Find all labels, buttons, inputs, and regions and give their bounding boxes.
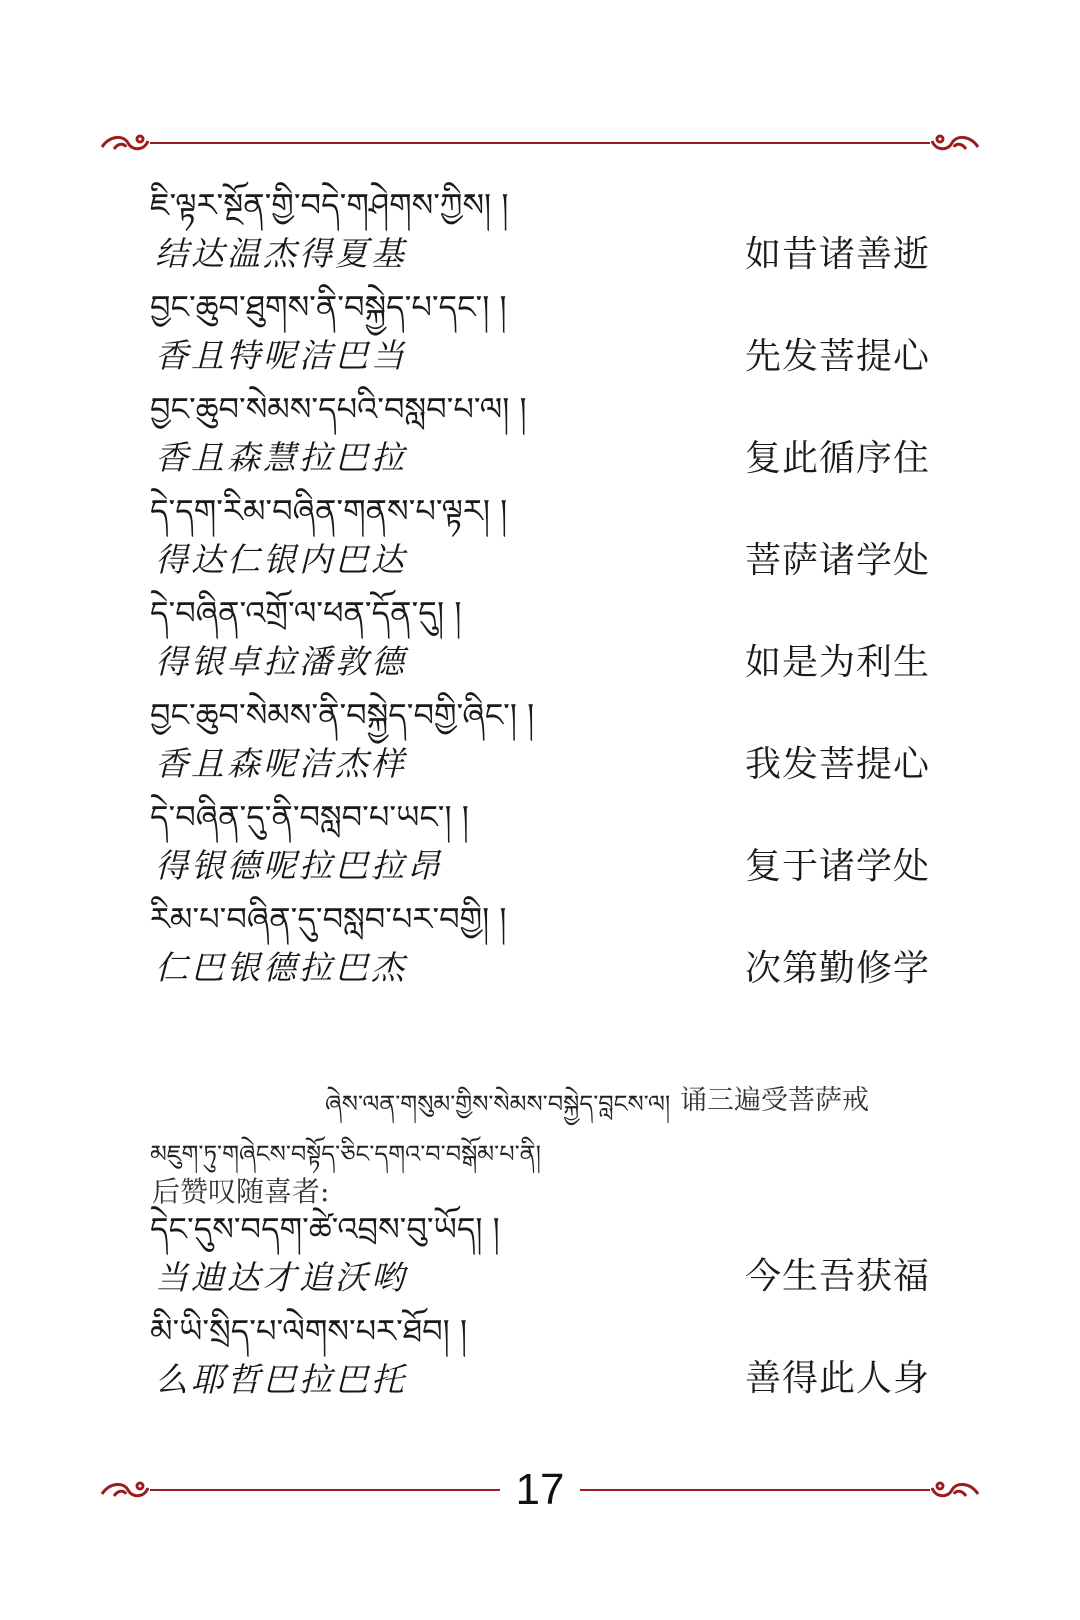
verse-7-pinyin: 得银德呢拉巴拉昂: [155, 846, 443, 885]
verse-8-pinyin: 仁巴银德拉巴杰: [155, 948, 407, 987]
verse-5-chinese: 如是为利生: [744, 642, 930, 683]
verse-2-pinyin: 香且特呢洁巴当: [155, 336, 407, 375]
verse-5-tibetan: དེ་བཞིན་འགྲོ་ལ་ཕན་དོན་དུ། །: [150, 594, 462, 632]
verse-4-pinyin: 得达仁银内巴达: [155, 540, 407, 579]
verse-1-tibetan: ཇི་ལྟར་སྔོན་གྱི་བདེ་གཤེགས་ཀྱིས། །: [150, 186, 509, 224]
verse-1-pinyin: 结达温杰得夏基: [155, 234, 407, 273]
right-scroll-ornament: [932, 136, 978, 149]
verse-4-tibetan: དེ་དག་རིམ་བཞིན་གནས་པ་ལྟར། །: [150, 492, 508, 530]
praise-verse-1-tibetan: དེང་དུས་བདག་ཚེ་འབྲས་བུ་ཡོད། །: [150, 1210, 500, 1248]
praise-verse-1-pinyin: 当迪达才追沃哟: [155, 1258, 407, 1297]
verse-6-tibetan: བྱང་ཆུབ་སེམས་ནི་བསྐྱེད་བགྱི་ཞིང་། །: [150, 696, 535, 734]
verse-7-chinese: 复于诸学处: [744, 846, 930, 887]
top-ornament-border: [100, 133, 980, 157]
verse-5-pinyin: 得银卓拉潘敦德: [155, 642, 407, 681]
right-scroll-ornament: [932, 1483, 978, 1496]
page-number: 17: [500, 1465, 580, 1515]
verse-6-chinese: 我发菩提心: [744, 744, 930, 785]
verse-2-tibetan: བྱང་ཆུབ་ཐུགས་ནི་བསྐྱེད་པ་དང་། །: [150, 288, 507, 326]
praise-heading-tibetan: མཇུག་ཏུ་གཞེངས་བསྟོད་ཅིང་དགའ་བ་བསྒོམ་པ་ནི།: [150, 1140, 541, 1168]
praise-verse-2-pinyin: 么耶哲巴拉巴托: [155, 1360, 407, 1399]
verse-3-pinyin: 香且森慧拉巴拉: [155, 438, 407, 477]
left-scroll-ornament: [102, 136, 148, 149]
verse-4-chinese: 菩萨诸学处: [744, 540, 930, 581]
verse-7-tibetan: དེ་བཞིན་དུ་ནི་བསླབ་པ་ཡང་། །: [150, 798, 469, 836]
left-scroll-ornament: [102, 1483, 148, 1496]
praise-verse-2-tibetan: མི་ཡི་སྲིད་པ་ལེགས་པར་ཐོབ། །: [150, 1312, 468, 1350]
verse-3-chinese: 复此循序住: [744, 438, 930, 479]
instruction-chinese: 诵三遍受菩萨戒: [680, 1085, 869, 1116]
verse-3-tibetan: བྱང་ཆུབ་སེམས་དཔའི་བསླབ་པ་ལ། །: [150, 390, 527, 428]
praise-verse-1-chinese: 今生吾获福: [744, 1256, 930, 1297]
praise-verse-2-chinese: 善得此人身: [744, 1358, 930, 1399]
praise-heading-chinese: 后赞叹随喜者:: [152, 1175, 330, 1208]
instruction-tibetan: ཞེས་ལན་གསུམ་གྱིས་སེམས་བསྐྱེད་བླངས་ལ།: [325, 1090, 671, 1118]
verse-8-chinese: 次第勤修学: [744, 948, 930, 989]
verse-1-chinese: 如昔诸善逝: [744, 234, 930, 275]
verse-2-chinese: 先发菩提心: [744, 336, 930, 377]
verse-6-pinyin: 香且森呢洁杰样: [155, 744, 407, 783]
verse-8-tibetan: རིམ་པ་བཞིན་དུ་བསླབ་པར་བགྱི། །: [150, 900, 507, 938]
